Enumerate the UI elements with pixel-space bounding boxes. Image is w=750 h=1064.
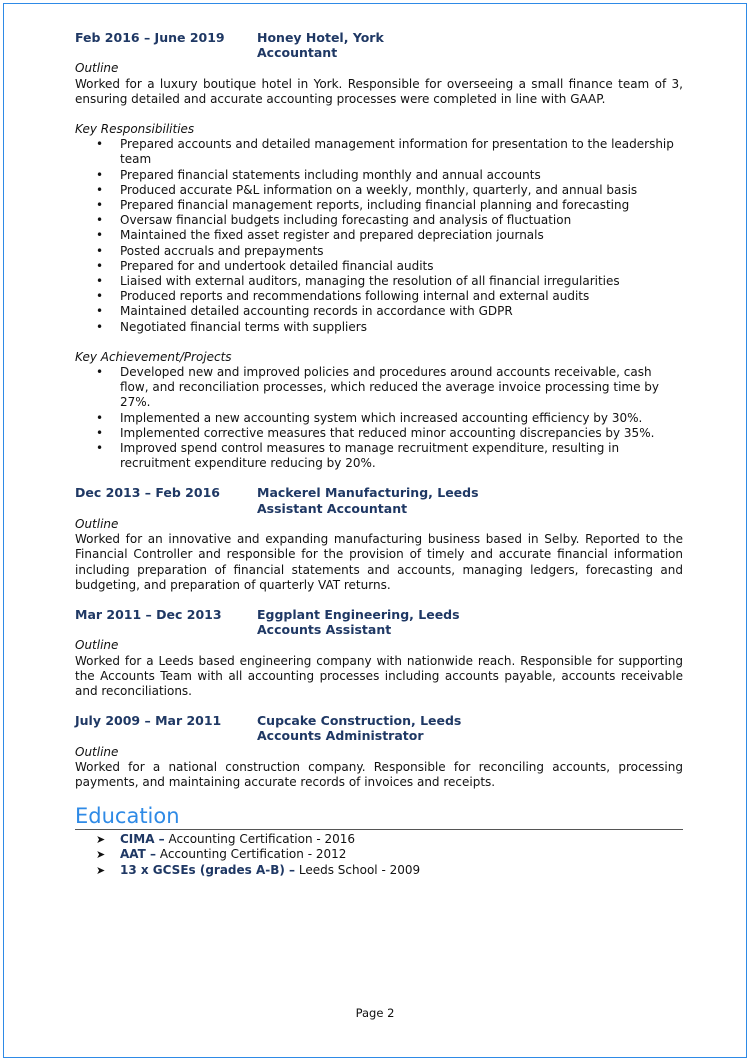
job-role: Accounts Assistant [257,622,392,638]
education-heading: Education [75,804,683,830]
job-date: Feb 2016 – June 2019 [75,30,225,45]
qualification-detail: Accounting Certification - 2016 [164,832,356,847]
resume-page [3,3,747,1058]
list-item: • Produced reports and recommendations following internal and external audits [120,289,683,304]
page-number: Page 2 [355,1006,395,1020]
job-outline: Worked for a national construction company. Responsible for reconciling accounts, processing payments, and maintaining accurate records of invoices and receipts. [75,759,683,789]
job-role: Assistant Accountant [257,500,408,516]
list-item: • Oversaw financial budgets including forecasting and analysis of fluctuation [120,213,683,228]
education-item [96,832,683,847]
arrow-right-icon: ➤ [96,848,106,862]
achievements-label: Key Achievement/Projects [75,349,232,364]
list-item: • Implemented corrective measures that reduced minor accounting discrepancies by 35%. [120,426,683,441]
job-titles [257,30,384,60]
job-date: Dec 2013 – Feb 2016 [75,485,220,501]
qualification-name: 13 x GCSEs (grades A-B) – [120,862,296,877]
list-item: • Negotiated financial terms with suppliers [120,320,683,335]
list-item: • Posted accruals and prepayments [120,244,683,259]
arrow-right-icon: ➤ [96,833,106,847]
list-item: • Implemented a new accounting system which increased accounting efficiency by 30%. [120,411,683,426]
page-content [75,30,683,878]
job-employer: Cupcake Construction, Leeds [257,713,462,729]
qualification-detail: Leeds School - 2009 [295,862,421,877]
outline-label: Outline [75,744,119,759]
job-employer: Honey Hotel, York [257,30,384,45]
outline-label: Outline [75,516,119,531]
responsibilities-list [75,137,683,335]
job-entry-mackerel-manufacturing [75,485,683,592]
list-item: • Liaised with external auditors, managing the resolution of all financial irregularities [120,274,683,289]
job-entry-eggplant-engineering [75,607,683,699]
qualification-name: AAT – [120,847,157,862]
list-item: • Prepared financial statements including monthly and annual accounts [120,168,683,183]
list-item: • Prepared accounts and detailed management information for presentation to the leadership team [120,137,683,167]
job-outline: Worked for a Leeds based engineering company with nationwide reach. Responsible for supporting the Accounts Team with all accounting processes including accounts payable, accounts receivable and reconciliations. [75,653,683,698]
list-item: • Improved spend control measures to manage recruitment expenditure, resulting in recruitment expenditure reducing by 20%. [120,441,683,471]
job-employer: Eggplant Engineering, Leeds [257,606,460,622]
education-item [96,847,683,862]
arrow-right-icon: ➤ [96,863,106,877]
job-header [75,30,683,60]
job-outline: Worked for an innovative and expanding manufacturing business based in Selby. Reported to the Financial Controller and responsible for the provision of timely and accurate financial information including preparation of financial statements and accounts, managing ledgers, forecasting and budgeting, and preparation of quarterly VAT returns. [75,532,683,592]
list-item: • Maintained the fixed asset register and prepared depreciation journals [120,228,683,243]
list-item: • Developed new and improved policies and procedures around accounts receivable, cash flow, and reconciliation processes, which reduced the average invoice processing time by 27%. [120,365,683,411]
job-header [75,485,683,515]
job-role: Accountant [257,45,338,61]
education-item [96,862,683,878]
job-header [75,607,683,637]
job-titles [257,607,460,637]
job-entry-honey-hotel [75,30,683,471]
outline-label: Outline [75,638,119,653]
job-date: Mar 2011 – Dec 2013 [75,606,222,622]
job-entry-cupcake-construction [75,713,683,790]
job-outline: Worked for a luxury boutique hotel in York. Responsible for overseeing a small finance team of 3, ensuring detailed and accurate accounting processes were completed in line with GAAP. [75,76,683,106]
qualification-detail: Accounting Certification - 2012 [156,847,347,862]
list-item: • Maintained detailed accounting records in accordance with GDPR [120,304,683,319]
list-item: • Produced accurate P&L information on a weekly, monthly, quarterly, and annual basis [120,183,683,198]
responsibilities-label: Key Responsibilities [75,122,195,137]
job-titles [257,713,461,743]
qualification-name: CIMA – [120,832,165,847]
job-employer: Mackerel Manufacturing, Leeds [257,485,479,501]
list-item: • Prepared for and undertook detailed financial audits [120,259,683,274]
achievements-list [75,365,683,471]
list-item: • Prepared financial management reports, including financial planning and forecasting [120,198,683,213]
job-date: July 2009 – Mar 2011 [75,713,222,729]
outline-label: Outline [75,61,119,76]
education-list [75,832,683,878]
job-role: Accounts Administrator [257,728,424,744]
job-titles [257,485,479,515]
job-header [75,713,683,743]
